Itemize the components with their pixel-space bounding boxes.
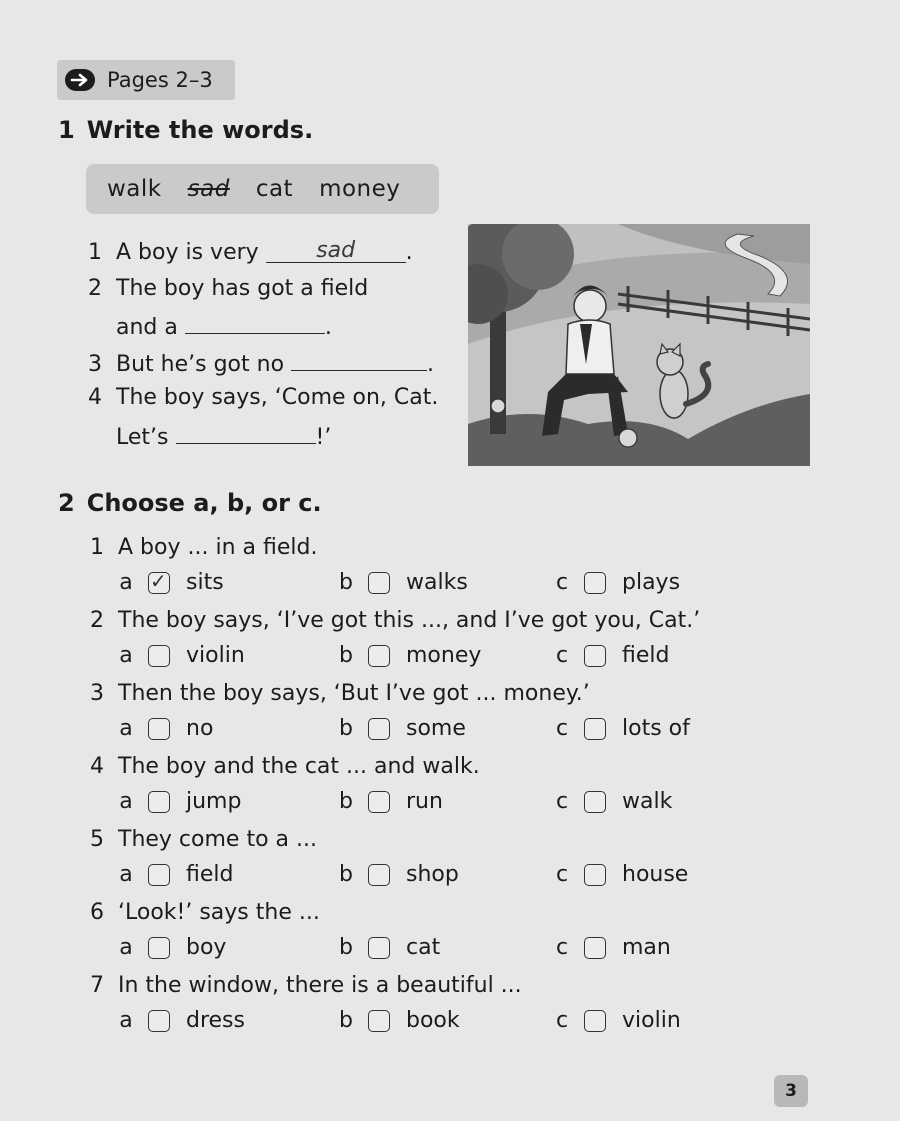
exercise-1-item-3: 3 But he’s got no . bbox=[88, 348, 434, 377]
option-a[interactable]: a dress bbox=[119, 1008, 245, 1033]
exercise-2-number: 2 bbox=[58, 489, 75, 517]
page-number: 3 bbox=[774, 1075, 808, 1107]
question-1-text: 1 A boy ... in a field. bbox=[90, 535, 318, 560]
arrow-right-icon bbox=[65, 69, 95, 91]
option-a[interactable]: a field bbox=[119, 862, 234, 887]
exercise-1-heading bbox=[58, 116, 313, 144]
option-b[interactable]: b shop bbox=[339, 862, 459, 887]
option-b[interactable]: b some bbox=[339, 716, 466, 741]
checkbox-checked[interactable] bbox=[148, 568, 170, 594]
checkbox[interactable] bbox=[584, 937, 606, 959]
checkbox[interactable] bbox=[148, 1010, 170, 1032]
question-6-text: 6 ‘Look!’ says the ... bbox=[90, 900, 320, 925]
pages-reference-tab bbox=[57, 60, 235, 100]
exercise-1-item-4-line-1: 4 The boy says, ‘Come on, Cat. bbox=[88, 385, 439, 410]
exercise-1-item-2-line-1: 2 The boy has got a field bbox=[88, 276, 369, 301]
checkbox[interactable] bbox=[368, 791, 390, 813]
answer-blank-2[interactable] bbox=[185, 311, 325, 334]
checkbox[interactable] bbox=[148, 791, 170, 813]
boy-and-cat-illustration bbox=[468, 224, 810, 466]
checkbox[interactable] bbox=[584, 572, 606, 594]
checkbox[interactable] bbox=[368, 864, 390, 886]
exercise-1-item-2-line-2: and a . bbox=[116, 311, 332, 340]
word-bank-item-used: sad bbox=[187, 176, 230, 202]
exercise-1-number: 1 bbox=[58, 116, 75, 144]
exercise-1-item-1: 1 A boy is very sad . bbox=[88, 238, 413, 265]
option-c[interactable]: c violin bbox=[555, 1008, 681, 1033]
option-b[interactable]: b money bbox=[339, 643, 482, 668]
option-b[interactable]: b cat bbox=[339, 935, 441, 960]
exercise-1-title: Write the words. bbox=[86, 116, 314, 144]
checkbox[interactable] bbox=[148, 864, 170, 886]
checkbox[interactable] bbox=[368, 572, 390, 594]
option-c[interactable]: c man bbox=[555, 935, 671, 960]
option-b[interactable]: b run bbox=[339, 789, 443, 814]
option-a[interactable]: a boy bbox=[119, 935, 227, 960]
exercise-1-item-4-line-2: Let’s !’ bbox=[116, 421, 331, 450]
question-2-text: 2 The boy says, ‘I’ve got this ..., and I’ve got you, Cat.’ bbox=[90, 608, 701, 633]
checkbox[interactable] bbox=[148, 645, 170, 667]
option-c[interactable]: c plays bbox=[555, 570, 681, 595]
answer-blank-3[interactable] bbox=[291, 348, 427, 371]
word-bank-item: cat bbox=[255, 176, 294, 202]
pages-label: Pages 2–3 bbox=[107, 68, 213, 92]
checkbox[interactable] bbox=[584, 718, 606, 740]
checkmark-icon: ✓ bbox=[150, 568, 167, 593]
option-c[interactable]: c walk bbox=[555, 789, 673, 814]
answer-blank-4[interactable] bbox=[176, 421, 316, 444]
checkbox[interactable] bbox=[368, 718, 390, 740]
checkbox[interactable] bbox=[584, 645, 606, 667]
option-b[interactable]: b walks bbox=[339, 570, 468, 595]
question-7-text: 7 In the window, there is a beautiful ... bbox=[90, 973, 522, 998]
question-4-text: 4 The boy and the cat ... and walk. bbox=[90, 754, 480, 779]
option-a[interactable]: a no bbox=[119, 716, 214, 741]
question-5-text: 5 They come to a ... bbox=[90, 827, 317, 852]
exercise-2-title: Choose a, b, or c. bbox=[86, 489, 322, 517]
checkbox[interactable] bbox=[368, 1010, 390, 1032]
option-c[interactable]: c house bbox=[555, 862, 689, 887]
option-c[interactable]: c field bbox=[555, 643, 670, 668]
question-3-text: 3 Then the boy says, ‘But I’ve got ... money.’ bbox=[90, 681, 590, 706]
checkbox[interactable] bbox=[368, 937, 390, 959]
exercise-2-heading bbox=[58, 489, 322, 517]
option-a[interactable]: a jump bbox=[119, 789, 242, 814]
checkbox[interactable] bbox=[584, 864, 606, 886]
answer-blank-1[interactable]: sad bbox=[266, 240, 406, 263]
checkbox[interactable] bbox=[368, 645, 390, 667]
checkbox[interactable] bbox=[148, 718, 170, 740]
word-bank-item: walk bbox=[107, 176, 162, 202]
option-c[interactable]: c lots of bbox=[555, 716, 690, 741]
checkbox[interactable] bbox=[148, 937, 170, 959]
word-bank-item: money bbox=[319, 176, 401, 202]
option-a[interactable]: a ✓ sits bbox=[119, 568, 224, 595]
checkbox[interactable] bbox=[584, 1010, 606, 1032]
checkbox[interactable] bbox=[584, 791, 606, 813]
option-b[interactable]: b book bbox=[339, 1008, 460, 1033]
word-bank bbox=[86, 164, 439, 214]
option-a[interactable]: a violin bbox=[119, 643, 245, 668]
